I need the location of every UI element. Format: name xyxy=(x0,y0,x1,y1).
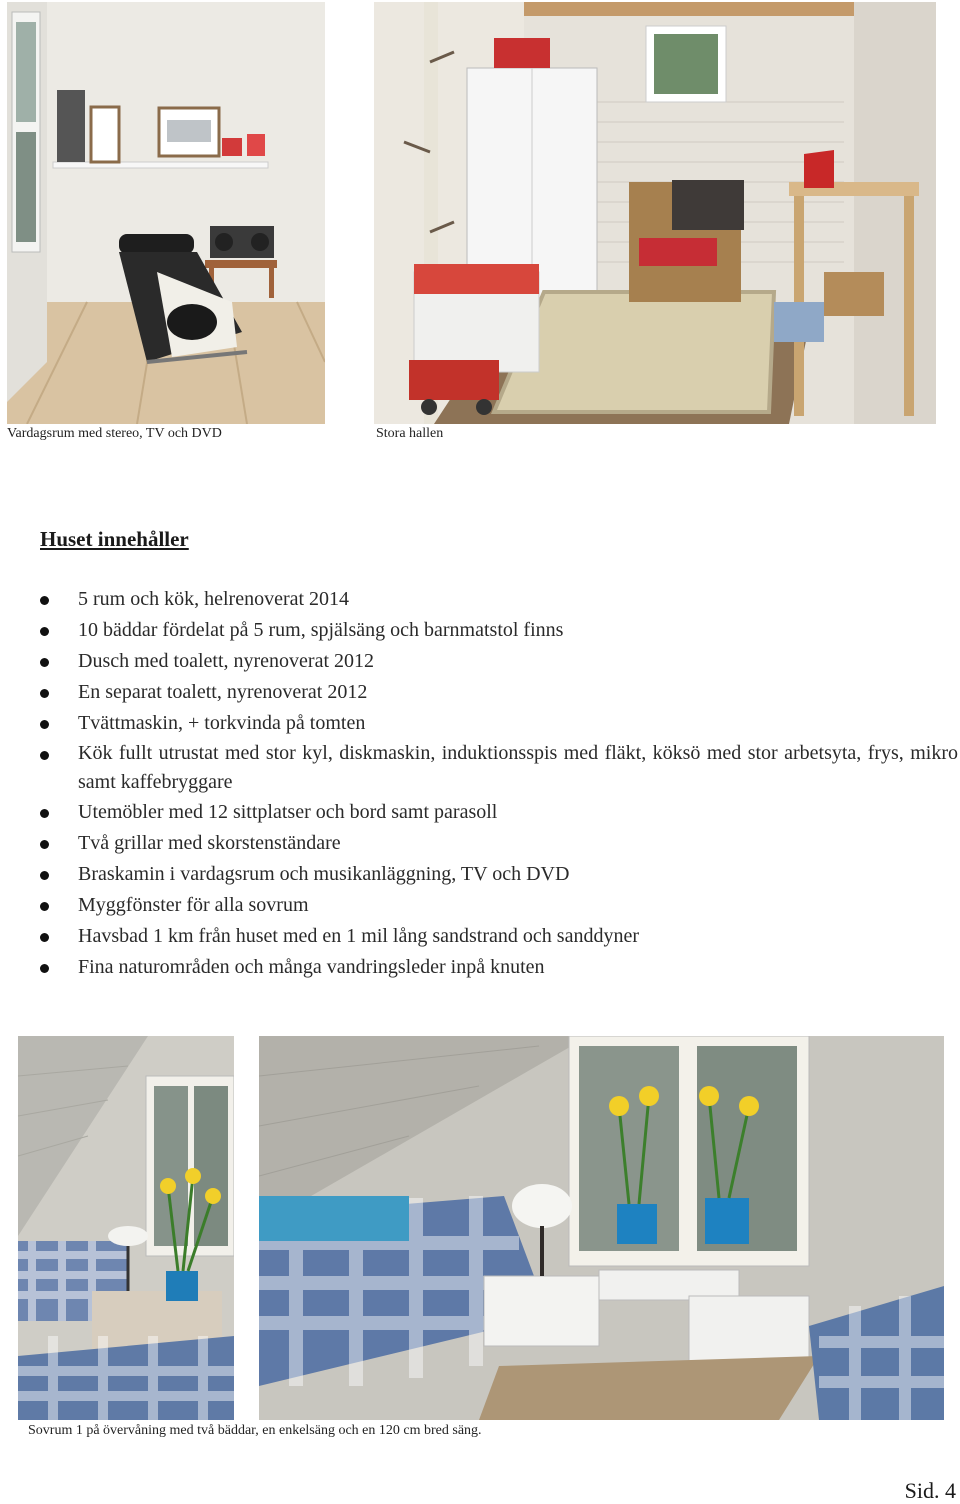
bedroom-caption: Sovrum 1 på övervåning med två bäddar, en enkelsäng och en 120 cm bred säng. xyxy=(28,1423,482,1438)
feature-item: 5 rum och kök, helrenoverat 2014 xyxy=(40,584,958,615)
feature-item: Havsbad 1 km från huset med en 1 mil lång sandstrand och sanddyner xyxy=(40,921,958,952)
feature-item: Kök fullt utrustat med stor kyl, diskmaskin, induktionsspis med fläkt, köksö med stor arbetsyta, frys, mikro samt kaffebryggare xyxy=(40,739,958,797)
feature-item: Tvättmaskin, + torkvinda på tomten xyxy=(40,708,958,739)
feature-item: En separat toalett, nyrenoverat 2012 xyxy=(40,677,958,708)
feature-list xyxy=(40,584,958,983)
section-heading: Huset innehåller xyxy=(40,527,189,551)
page-number: Sid. 4 xyxy=(904,1478,956,1503)
feature-item: Två grillar med skorstenständare xyxy=(40,828,958,859)
hallway-photo xyxy=(374,2,936,424)
feature-item: Myggfönster för alla sovrum xyxy=(40,890,958,921)
feature-item: 10 bäddar fördelat på 5 rum, spjälsäng och barnmatstol finns xyxy=(40,615,958,646)
living-room-photo xyxy=(7,2,325,424)
hallway-caption: Stora hallen xyxy=(376,426,444,441)
living-room-caption: Vardagsrum med stereo, TV och DVD xyxy=(7,426,222,441)
bedroom-photo-left xyxy=(18,1036,234,1420)
feature-item: Braskamin i vardagsrum och musikanläggning, TV och DVD xyxy=(40,859,958,890)
feature-item: Dusch med toalett, nyrenoverat 2012 xyxy=(40,646,958,677)
bedroom-photo-right xyxy=(259,1036,944,1420)
feature-item: Utemöbler med 12 sittplatser och bord samt parasoll xyxy=(40,797,958,828)
feature-item: Fina naturområden och många vandringsleder inpå knuten xyxy=(40,952,958,983)
